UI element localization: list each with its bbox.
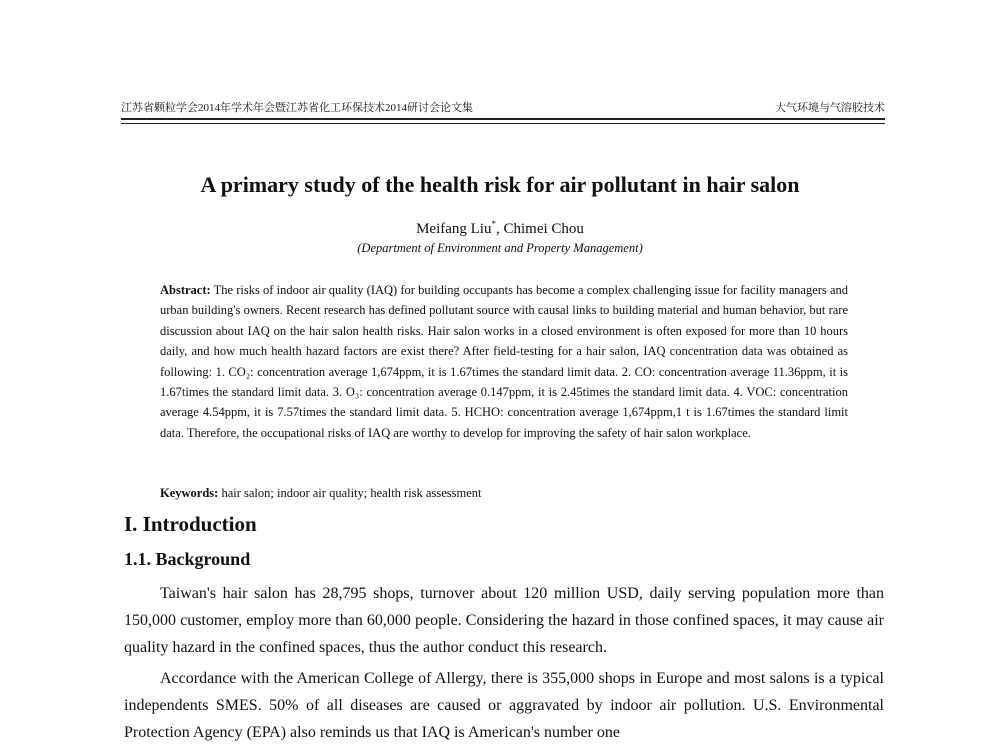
first-author: Meifang Liu <box>416 221 492 237</box>
abstract-label: Abstract: <box>160 283 211 297</box>
body-paragraph-2: Accordance with the American College of Allergy, there is 355,000 shops in Europe and most salons is a typical independents SMES. 50% of all diseases are caused or aggravated by indoor air pollution. U.S. Environmental Protection Agency (EPA) also reminds us that IAQ is American's number one <box>124 670 884 741</box>
section-heading-introduction: I. Introduction <box>124 512 257 536</box>
abstract-text: The risks of indoor air quality (IAQ) for building occupants has become a complex challenging issue for facility managers and urban building's owners. Recent research has defined pollutant source with causal links to building material and human behavior, but rare discussion about IAQ on the hair salon health risks. Hair salon works in a closed environment is often exposed for more than 10 hours daily, and how much health hazard factors are exist there? After field-testing for a hair salon, IAQ concentration data was obtained as following: 1. CO₂: concentration average 1,674ppm, it is 1.67times the standard limit data. 2. CO: concentration average 11.36ppm, it is 1.67times the standard limit data. 3. O₃: concentration average 0.147ppm, it is 2.45times the standard limit data. 4. VOC: concentration average 4.54ppm, it is 7.57times the standard limit data. 5. HCHO: concentration average 1,674ppm,1 t is 1.67times the standard limit data. Therefore, the occupational risks of IAQ are worthy to develop for improving the safety of hair salon workplace. <box>160 283 848 440</box>
keywords-block <box>160 483 848 503</box>
author-line <box>0 219 1000 238</box>
keywords-label: Keywords: <box>160 486 219 500</box>
paper-title: A primary study of the health risk for air pollutant in hair salon <box>200 172 800 197</box>
keywords-text: hair salon; indoor air quality; health risk assessment <box>221 486 482 500</box>
body-paragraph-1: Taiwan's hair salon has 28,795 shops, turnover about 120 million USD, daily serving population more than 150,000 customer, employ more than 60,000 people. Considering the hazard in those confined spaces, it may cause air quality hazard in the confined spaces, thus the author conduct this research. <box>124 585 884 656</box>
header-section-title: 大气环境与气溶胶技术 <box>775 102 885 114</box>
subsection-heading-background: 1.1. Background <box>124 549 251 569</box>
abstract-block <box>160 280 848 443</box>
corresponding-author-mark: * <box>491 219 496 229</box>
affiliation: (Department of Environment and Property Management) <box>357 241 643 255</box>
co-author: , Chimei Chou <box>495 221 584 237</box>
header-proceedings-title: 江苏省颗粒学会2014年学术年会暨江苏省化工环保技术2014研讨会论文集 <box>121 102 473 114</box>
running-header <box>121 102 885 120</box>
